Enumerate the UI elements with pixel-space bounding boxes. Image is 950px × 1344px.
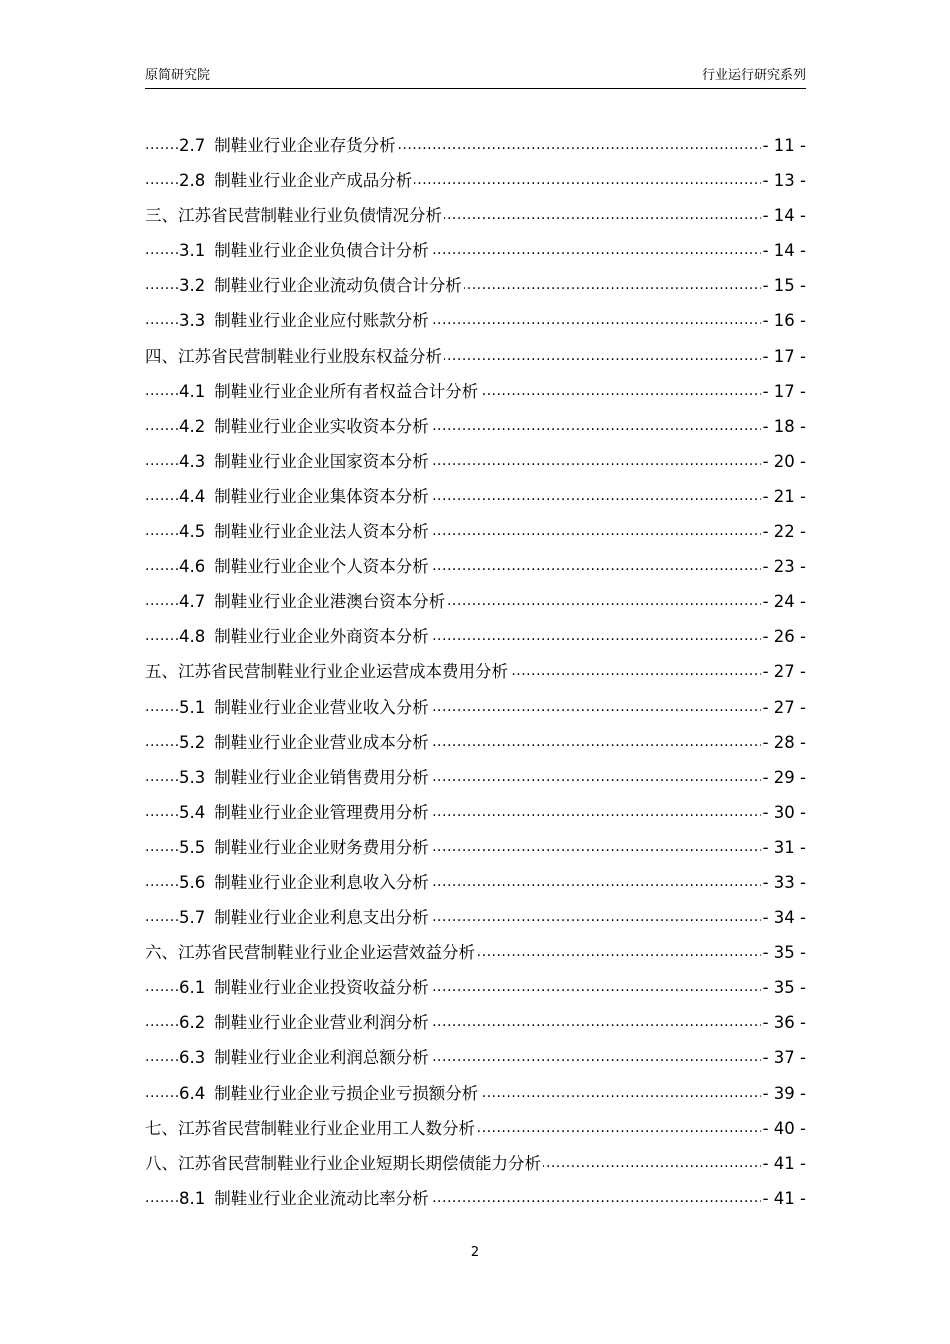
toc-entry-title — [179, 1040, 431, 1075]
toc-entry-page: - 40 - — [761, 1111, 806, 1146]
toc-section-entry[interactable] — [145, 865, 806, 900]
toc-entry-text: 制鞋业行业企业流动比率分析 — [214, 1188, 429, 1208]
toc-entry-number: 2.7 — [179, 136, 206, 155]
toc-section-entry[interactable] — [145, 619, 806, 654]
toc-entry-number: 5.7 — [179, 908, 206, 928]
toc-entry-text: 七、江苏省民营制鞋业行业企业用工人数分析 — [145, 1118, 475, 1138]
toc-entry-title — [145, 1146, 543, 1181]
toc-section-entry[interactable] — [145, 163, 806, 198]
toc-entry-title — [179, 514, 431, 549]
toc-entry-page: - 31 - — [761, 830, 806, 865]
toc-section-entry[interactable] — [145, 725, 806, 760]
toc-section-entry[interactable] — [145, 303, 806, 338]
toc-entry-page: - 14 - — [761, 233, 806, 268]
toc-entry-page: - 13 - — [761, 163, 806, 198]
toc-entry-title — [145, 339, 444, 374]
toc-entry-page: - 14 - — [761, 198, 806, 233]
toc-entry-text: 制鞋业行业企业所有者权益合计分析 — [214, 381, 479, 401]
toc-entry-page: - 27 - — [761, 690, 806, 725]
toc-entry-text: 制鞋业行业企业营业收入分析 — [214, 697, 429, 717]
toc-entry-text: 制鞋业行业企业亏损企业亏损额分析 — [214, 1083, 479, 1103]
toc-entry-number: 3.3 — [179, 311, 206, 331]
toc-entry-text: 制鞋业行业企业财务费用分析 — [214, 837, 429, 857]
toc-entry-page: - 11 - — [761, 128, 806, 163]
toc-entry-text: 制鞋业行业企业集体资本分析 — [214, 486, 429, 506]
toc-entry-number: 5.4 — [179, 802, 206, 822]
toc-entry-number: 6.3 — [179, 1048, 206, 1068]
toc-entry-text: 制鞋业行业企业存货分析 — [214, 136, 396, 155]
toc-entry-title — [179, 1181, 431, 1216]
header-series-title: 行业运行研究系列 — [701, 68, 806, 83]
toc-entry-page: - 26 - — [761, 619, 806, 654]
toc-entry-number: 4.1 — [179, 381, 206, 401]
toc-section-entry[interactable] — [145, 970, 806, 1005]
toc-entry-number: 5.1 — [179, 697, 206, 717]
toc-entry-title — [145, 198, 444, 233]
toc-section-entry[interactable] — [145, 760, 806, 795]
toc-entry-number: 4.3 — [179, 451, 206, 471]
toc-entry-number: 4.5 — [179, 522, 206, 542]
toc-section-entry[interactable] — [145, 795, 806, 830]
toc-section-entry[interactable] — [145, 1005, 806, 1040]
toc-entry-page: - 33 - — [761, 865, 806, 900]
toc-entry-page: - 24 - — [761, 584, 806, 619]
header-organization: 原简研究院 — [145, 68, 211, 83]
toc-chapter-entry[interactable] — [145, 198, 806, 233]
toc-section-entry[interactable] — [145, 268, 806, 303]
toc-entry-title — [179, 444, 431, 479]
toc-entry-title — [179, 795, 431, 830]
toc-entry-number: 4.6 — [179, 557, 206, 577]
toc-entry-title — [179, 725, 431, 760]
toc-entry-number: 6.2 — [179, 1013, 206, 1033]
toc-section-entry[interactable] — [145, 374, 806, 409]
toc-section-entry[interactable] — [145, 584, 806, 619]
toc-entry-number: 5.2 — [179, 732, 206, 752]
toc-entry-title — [179, 1005, 431, 1040]
toc-entry-text: 八、江苏省民营制鞋业行业企业短期长期偿债能力分析 — [145, 1153, 541, 1173]
toc-chapter-entry[interactable] — [145, 339, 806, 374]
toc-entry-number: 4.8 — [179, 627, 206, 647]
toc-entry-number: 3.2 — [179, 276, 206, 296]
toc-entry-page: - 28 - — [761, 725, 806, 760]
toc-entry-number: 4.7 — [179, 592, 206, 612]
toc-section-entry[interactable] — [145, 1076, 806, 1111]
page-header — [145, 66, 806, 89]
toc-chapter-entry[interactable] — [145, 654, 806, 689]
toc-entry-page: - 35 - — [761, 935, 806, 970]
toc-entry-title — [179, 374, 480, 409]
toc-entry-page: - 36 - — [761, 1005, 806, 1040]
toc-entry-number: 5.5 — [179, 837, 206, 857]
toc-entry-text: 制鞋业行业企业利息收入分析 — [214, 872, 429, 892]
toc-entry-page: - 41 - — [761, 1181, 806, 1216]
toc-entry-text: 制鞋业行业企业投资收益分析 — [214, 978, 429, 998]
toc-entry-number: 5.6 — [179, 872, 206, 892]
toc-entry-number: 4.4 — [179, 486, 206, 506]
toc-entry-page: - 17 - — [761, 374, 806, 409]
toc-entry-page: - 29 - — [761, 760, 806, 795]
toc-entry-number: 5.3 — [179, 767, 206, 787]
toc-entry-text: 制鞋业行业企业港澳台资本分析 — [214, 592, 446, 612]
toc-entry-text: 制鞋业行业企业负债合计分析 — [214, 241, 429, 261]
toc-entry-title — [179, 584, 447, 619]
toc-entry-title — [179, 268, 464, 303]
toc-entry-text: 制鞋业行业企业法人资本分析 — [214, 522, 429, 542]
page-number: 2 — [470, 1245, 480, 1260]
toc-section-entry[interactable] — [145, 1040, 806, 1075]
toc-entry-text: 制鞋业行业企业实收资本分析 — [214, 416, 429, 436]
toc-entry-text: 五、江苏省民营制鞋业行业企业运营成本费用分析 — [145, 662, 508, 682]
toc-entry-title — [179, 128, 398, 163]
toc-entry-number: 2.8 — [179, 171, 206, 191]
toc-entry-text: 制鞋业行业企业外商资本分析 — [214, 627, 429, 647]
toc-entry-text: 六、江苏省民营制鞋业行业企业运营效益分析 — [145, 943, 475, 963]
toc-chapter-entry[interactable] — [145, 1111, 806, 1146]
toc-entry-number: 4.2 — [179, 416, 206, 436]
toc-section-entry[interactable] — [145, 830, 806, 865]
toc-entry-title — [179, 760, 431, 795]
toc-entry-text: 制鞋业行业企业营业成本分析 — [214, 732, 429, 752]
toc-entry-page: - 39 - — [761, 1076, 806, 1111]
toc-entry-page: - 22 - — [761, 514, 806, 549]
toc-entry-title — [179, 479, 431, 514]
toc-chapter-entry[interactable] — [145, 1146, 806, 1181]
toc-entry-title — [179, 970, 431, 1005]
toc-section-entry[interactable] — [145, 900, 806, 935]
toc-entry-text: 制鞋业行业企业利息支出分析 — [214, 908, 429, 928]
toc-section-entry[interactable] — [145, 549, 806, 584]
toc-entry-page: - 20 - — [761, 444, 806, 479]
toc-chapter-entry[interactable] — [145, 935, 806, 970]
toc-entry-number: 3.1 — [179, 241, 206, 261]
toc-entry-page: - 30 - — [761, 795, 806, 830]
toc-entry-title — [179, 409, 431, 444]
toc-entry-title — [179, 303, 431, 338]
toc-entry-title — [179, 690, 431, 725]
toc-entry-text: 制鞋业行业企业个人资本分析 — [214, 557, 429, 577]
toc-section-entry[interactable] — [145, 444, 806, 479]
toc-entry-title — [179, 233, 431, 268]
toc-entry-page: - 23 - — [761, 549, 806, 584]
toc-entry-title — [179, 900, 431, 935]
toc-entry-text: 制鞋业行业企业管理费用分析 — [214, 802, 429, 822]
toc-entry-page: - 17 - — [761, 339, 806, 374]
toc-entry-text: 制鞋业行业企业利润总额分析 — [214, 1048, 429, 1068]
toc-entry-title — [179, 619, 431, 654]
toc-entry-page: - 34 - — [761, 900, 806, 935]
toc-entry-text: 三、江苏省民营制鞋业行业负债情况分析 — [145, 206, 442, 226]
toc-entry-number: 8.1 — [179, 1188, 206, 1208]
toc-entry-number: 6.4 — [179, 1083, 206, 1103]
toc-entry-title — [179, 549, 431, 584]
toc-entry-page: - 35 - — [761, 970, 806, 1005]
toc-entry-text: 四、江苏省民营制鞋业行业股东权益分析 — [145, 346, 442, 366]
toc-section-entry[interactable] — [145, 409, 806, 444]
toc-entry-text: 制鞋业行业企业销售费用分析 — [214, 767, 429, 787]
toc-entry-page: - 37 - — [761, 1040, 806, 1075]
toc-entry-title — [179, 830, 431, 865]
toc-section-entry[interactable] — [145, 690, 806, 725]
toc-entry-text: 制鞋业行业企业国家资本分析 — [214, 451, 429, 471]
toc-entry-text: 制鞋业行业企业产成品分析 — [214, 171, 413, 191]
toc-entry-page: - 27 - — [761, 654, 806, 689]
toc-section-entry[interactable] — [145, 233, 806, 268]
toc-entry-title — [179, 1076, 480, 1111]
toc-entry-page: - 16 - — [761, 303, 806, 338]
toc-entry-title — [145, 654, 510, 689]
toc-entry-text: 制鞋业行业企业营业利润分析 — [214, 1013, 429, 1033]
toc-entry-title — [179, 865, 431, 900]
table-of-contents — [145, 128, 806, 1216]
toc-section-entry[interactable] — [145, 1181, 806, 1216]
toc-entry-text: 制鞋业行业企业应付账款分析 — [214, 311, 429, 331]
toc-entry-number: 6.1 — [179, 978, 206, 998]
toc-entry-page: - 21 - — [761, 479, 806, 514]
toc-entry-page: - 18 - — [761, 409, 806, 444]
toc-entry-title — [145, 935, 477, 970]
toc-section-entry[interactable] — [145, 479, 806, 514]
toc-entry-title — [179, 163, 414, 198]
toc-entry-title — [145, 1111, 477, 1146]
toc-entry-page: - 41 - — [761, 1146, 806, 1181]
toc-section-entry[interactable] — [145, 514, 806, 549]
toc-section-entry[interactable] — [145, 128, 806, 163]
toc-entry-text: 制鞋业行业企业流动负债合计分析 — [214, 276, 462, 296]
toc-entry-page: - 15 - — [761, 268, 806, 303]
